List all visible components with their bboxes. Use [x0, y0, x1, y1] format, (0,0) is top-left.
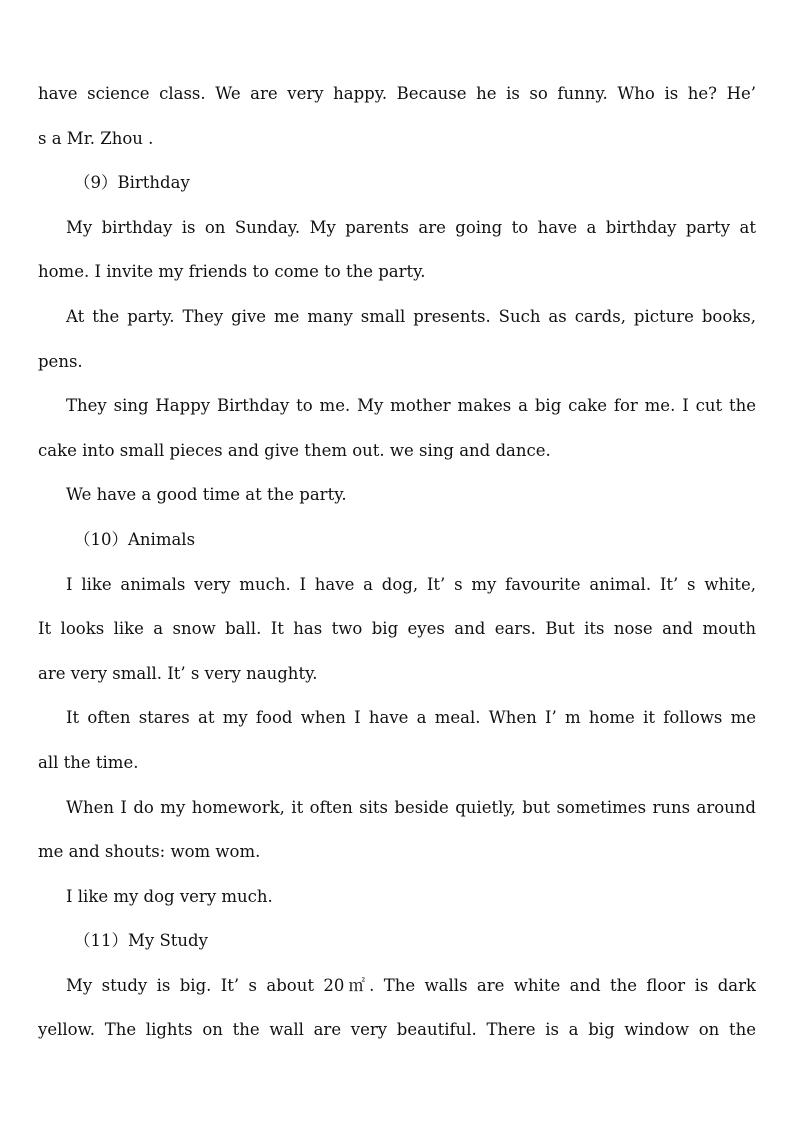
- text-line: cake into small pieces and give them out. we sing and dance.: [38, 440, 551, 460]
- section-heading-my-study: （11）My Study: [74, 931, 208, 951]
- text-line: They sing Happy Birthday to me. My mother makes a big cake for me. I cut the: [66, 396, 756, 416]
- section-heading-birthday: （9）Birthday: [74, 173, 190, 193]
- text-line: It often stares at my food when I have a meal. When I’ m home it follows me: [66, 708, 756, 728]
- text-line: home. I invite my friends to come to the party.: [38, 262, 426, 282]
- text-line: all the time.: [38, 752, 139, 772]
- text-line: My birthday is on Sunday. My parents are going to have a birthday party at: [66, 217, 756, 237]
- text-line: pens.: [38, 351, 83, 371]
- text-line: s a Mr. Zhou .: [38, 128, 154, 148]
- text-line: We have a good time at the party.: [66, 485, 347, 505]
- text-line: It looks like a snow ball. It has two big eyes and ears. But its nose and mouth: [38, 619, 756, 639]
- text-line: My study is big. It’ s about 20㎡. The walls are white and the floor is dark: [66, 975, 756, 995]
- text-line: have science class. We are very happy. Because he is so funny. Who is he? He’: [38, 84, 756, 103]
- section-heading-animals: （10）Animals: [74, 529, 196, 549]
- text-line: are very small. It’ s very naughty.: [38, 663, 318, 683]
- text-line: At the party. They give me many small presents. Such as cards, picture books,: [66, 306, 756, 326]
- text-line: I like my dog very much.: [66, 886, 273, 906]
- text-line: I like animals very much. I have a dog, It’ s my favourite animal. It’ s white,: [66, 574, 756, 594]
- text-line: yellow. The lights on the wall are very beautiful. There is a big window on the: [38, 1020, 756, 1040]
- text-line: me and shouts: wom wom.: [38, 842, 261, 862]
- text-line: When I do my homework, it often sits beside quietly, but sometimes runs around: [66, 797, 756, 817]
